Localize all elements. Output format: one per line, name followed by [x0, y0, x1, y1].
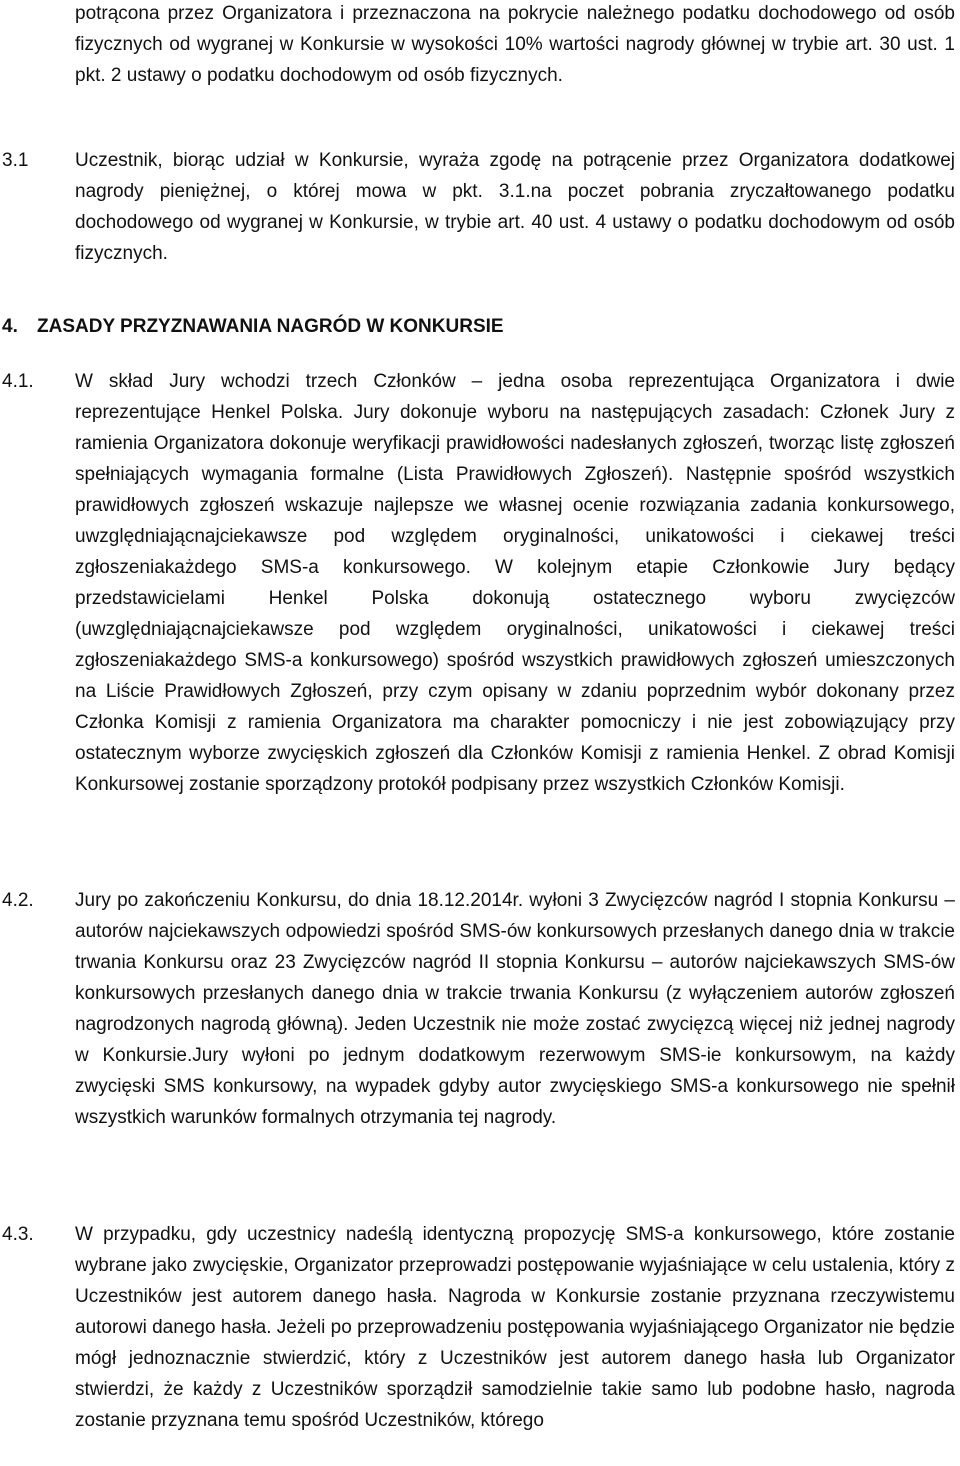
paragraph-number: 4.2. — [2, 890, 34, 911]
paragraph-number: 4.1. — [2, 371, 34, 392]
paragraph-number: 3.1 — [2, 150, 29, 171]
section-number: 4. — [2, 316, 18, 337]
paragraph-number: 4.3. — [2, 1224, 34, 1245]
paragraph-text: Jury po zakończeniu Konkursu, do dnia 18.12.2014r. wyłoni 3 Zwycięzców nagród I stopnia Konkursu – autorów najciekawszych odpowiedzi spośród SMS-ów konkursowych przesłanych danego dnia w trakcie trwania Konkursu oraz 23 Zwycięzców nagród II stopnia Konkursu – autorów najciekawszych SMS-ów konkursowych przesłanych danego dnia w trakcie trwania Konkursu (z wyłączeniem autorów zgłoszeń nagrodzonych nagrodą główną). Jeden Uczestnik nie może zostać zwycięzcą więcej niż jednej nagrody w Konkursie.Jury wyłoni po jednym dodatkowym rezerwowym SMS-ie konkursowym, na każdy zwycięski SMS konkursowy, na wypadek gdyby autor zwycięskiego SMS-a konkursowego nie spełnił wszystkich warunków formalnych otrzymania tej nagrody. — [75, 890, 955, 1128]
intro-text: potrącona przez Organizatora i przeznaczona na pokrycie należnego podatku dochodowego od osób fizycznych od wygranej w Konkursie w wysokości 10% wartości nagrody głównej w trybie art. 30 ust. 1 pkt. 2 ustawy o podatku dochodowym od osób fizycznych. — [75, 3, 955, 86]
paragraph-text: Uczestnik, biorąc udział w Konkursie, wyraża zgodę na potrącenie przez Organizatora dodatkowej nagrody pieniężnej, o której mowa w pkt. 3.1.na poczet pobrania zryczałtowanego podatku dochodowego od wygranej w Konkursie, w trybie art. 40 ust. 4 ustawy o podatku dochodowym od osób fizycznych. — [75, 150, 955, 264]
section-title: ZASADY PRZYZNAWANIA NAGRÓD W KONKURSIE — [37, 316, 504, 337]
paragraph-text: W przypadku, gdy uczestnicy nadeślą identyczną propozycję SMS-a konkursowego, które zostanie wybrane jako zwycięskie, Organizator przeprowadzi postępowanie wyjaśniające w celu ustalenia, który z Uczestników jest autorem danego hasła. Nagroda w Konkursie zostanie przyznana rzeczywistemu autorowi danego hasła. Jeżeli po przeprowadzeniu postępowania wyjaśniającego Organizator nie będzie mógł jednoznacznie stwierdzić, który z Uczestników jest autorem danego hasła lub Organizator stwierdzi, że każdy z Uczestników sporządził samodzielnie takie samo lub podobne hasło, nagroda zostanie przyznana temu spośród Uczestników, którego — [75, 1224, 955, 1431]
paragraph-text: W skład Jury wchodzi trzech Członków – jedna osoba reprezentująca Organizatora i dwie reprezentujące Henkel Polska. Jury dokonuje wyboru na następujących zasadach: Członek Jury z ramienia Organizatora dokonuje weryfikacji prawidłowości nadesłanych zgłoszeń, tworząc listę zgłoszeń spełniających wymagania formalne (Lista Prawidłowych Zgłoszeń). Następnie spośród wszystkich prawidłowych zgłoszeń wskazuje najlepsze we własnej ocenie rozwiązania zadania konkursowego, uwzględniającnajciekawsze pod względem oryginalności, unikatowości i ciekawej treści zgłoszeniakażdego SMS-a konkursowego. W kolejnym etapie Członkowie Jury będący przedstawicielami Henkel Polska dokonują ostatecznego wyboru zwycięzców (uwzględniającnajciekawsze pod względem oryginalności, unikatowości i ciekawej treści zgłoszeniakażdego SMS-a konkursowego) spośród wszystkich prawidłowych zgłoszeń umieszczonych na Liście Prawidłowych Zgłoszeń, przy czym opisany w zdaniu poprzednim wybór dokonany przez Członka Komisji z ramienia Organizatora ma charakter pomocniczy i nie jest zobowiązujący przy ostatecznym wyborze zwycięskich zgłoszeń dla Członków Komisji z ramienia Henkel. Z obrad Komisji Konkursowej zostanie sporządzony protokół podpisany przez wszystkich Członków Komisji. — [75, 371, 955, 795]
